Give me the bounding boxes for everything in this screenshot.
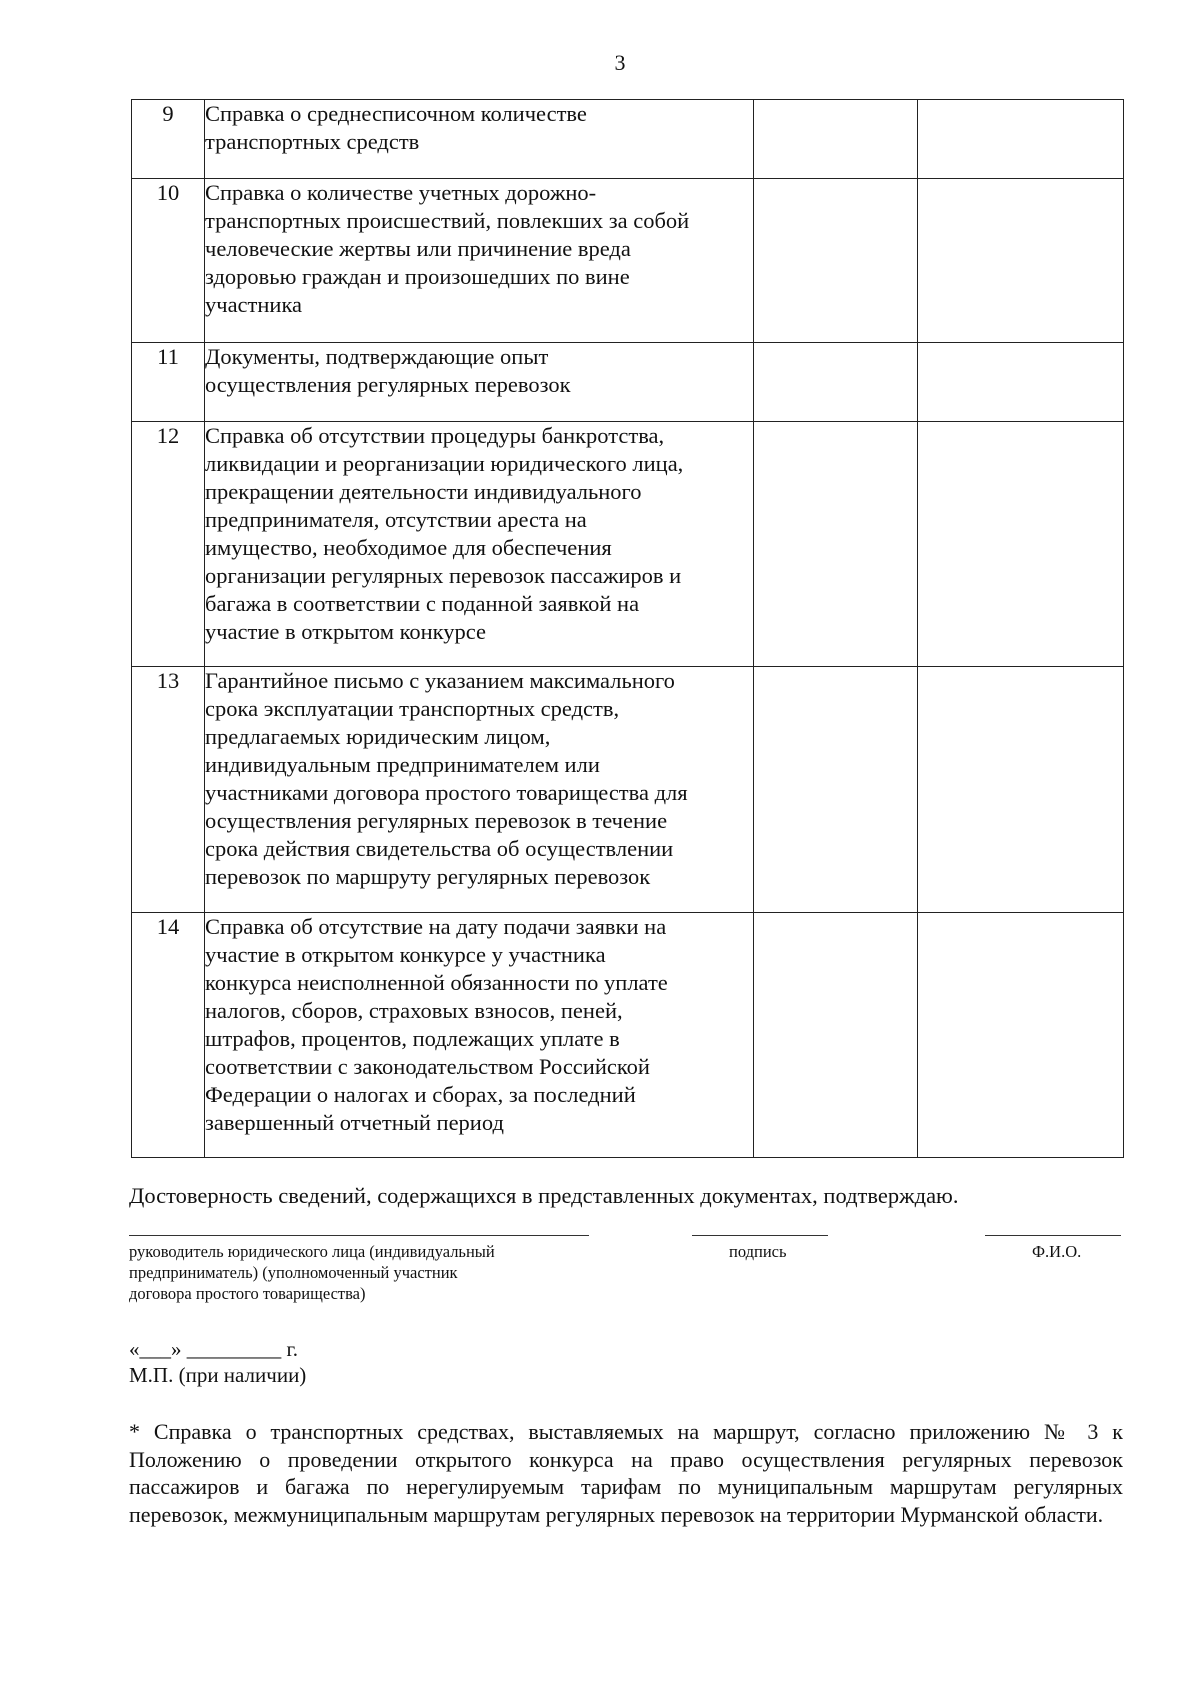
document-description: Гарантийное письмо с указанием максимального срока эксплуатации транспортных средств, предлагаемых юридическим лицом, индивидуальным предпринимателем или участниками договора простого товарищества для осуществления регулярных перевозок в течение срока действия свидетельства об осуществлении перевозок по маршруту регулярных перевозок — [205, 667, 754, 913]
table-row — [132, 913, 1124, 1158]
date-line: «___» _________ г. — [129, 1337, 298, 1361]
table-row — [132, 100, 1124, 179]
document-description: Справка о количестве учетных дорожно- транспортных происшествий, повлекших за собой человеческие жертвы или причинение вреда здоровью граждан и произошедших по вине участника — [205, 179, 754, 343]
row-number: 9 — [132, 100, 205, 179]
document-description: Справка об отсутствие на дату подачи заявки на участие в открытом конкурсе у участника конкурса неисполненной обязанности по уплате налогов, сборов, страховых взносов, пеней, штрафов, процентов, подлежащих уплате в соответствии с законодательством Российской Федерации о налогах и сборах, за последний завершенный отчетный период — [205, 913, 754, 1158]
row-number: 14 — [132, 913, 205, 1158]
signature-label: подпись — [729, 1242, 787, 1261]
empty-cell — [918, 179, 1124, 343]
confirmation-text: Достоверность сведений, содержащихся в представленных документах, подтверждаю. — [129, 1183, 959, 1208]
table-row — [132, 179, 1124, 343]
empty-cell — [754, 913, 918, 1158]
table-row — [132, 667, 1124, 913]
row-number: 10 — [132, 179, 205, 343]
documents-table — [131, 99, 1124, 1158]
row-number: 12 — [132, 422, 205, 667]
empty-cell — [918, 422, 1124, 667]
empty-cell — [754, 667, 918, 913]
empty-cell — [754, 100, 918, 179]
table-row — [132, 343, 1124, 422]
document-description: Справка об отсутствии процедуры банкротства, ликвидации и реорганизации юридического лица, прекращении деятельности индивидуального предпринимателя, отсутствии ареста на имущество, необходимое для обеспечения организации регулярных перевозок пассажиров и багажа в соответствии с поданной заявкой на участие в открытом конкурсе — [205, 422, 754, 667]
row-number: 11 — [132, 343, 205, 422]
row-number: 13 — [132, 667, 205, 913]
role-signature-line — [129, 1235, 589, 1236]
empty-cell — [754, 343, 918, 422]
role-label: руководитель юридического лица (индивидуальный предприниматель) (уполномоченный участник договора простого товарищества) — [129, 1242, 495, 1303]
empty-cell — [918, 100, 1124, 179]
empty-cell — [918, 667, 1124, 913]
name-line — [985, 1235, 1121, 1236]
empty-cell — [754, 422, 918, 667]
empty-cell — [918, 913, 1124, 1158]
page-number: 3 — [614, 50, 626, 75]
empty-cell — [754, 179, 918, 343]
stamp-line: М.П. (при наличии) — [129, 1363, 307, 1387]
signature-line — [692, 1235, 828, 1236]
table-row — [132, 422, 1124, 667]
document-description: Справка о среднесписочном количестве транспортных средств — [205, 100, 754, 179]
empty-cell — [918, 343, 1124, 422]
footnote: * Справка о транспортных средствах, выставляемых на маршрут, согласно приложению № 3 к Положению о проведении открытого конкурса на право осуществления регулярных перевозок пассажиров и багажа по нерегулируемым тарифам по муниципальным маршрутам регулярных перевозок, межмуниципальным маршрутам регулярных перевозок на территории Мурманской области. — [129, 1419, 1123, 1527]
name-label: Ф.И.О. — [1032, 1242, 1082, 1261]
document-description: Документы, подтверждающие опыт осуществления регулярных перевозок — [205, 343, 754, 422]
